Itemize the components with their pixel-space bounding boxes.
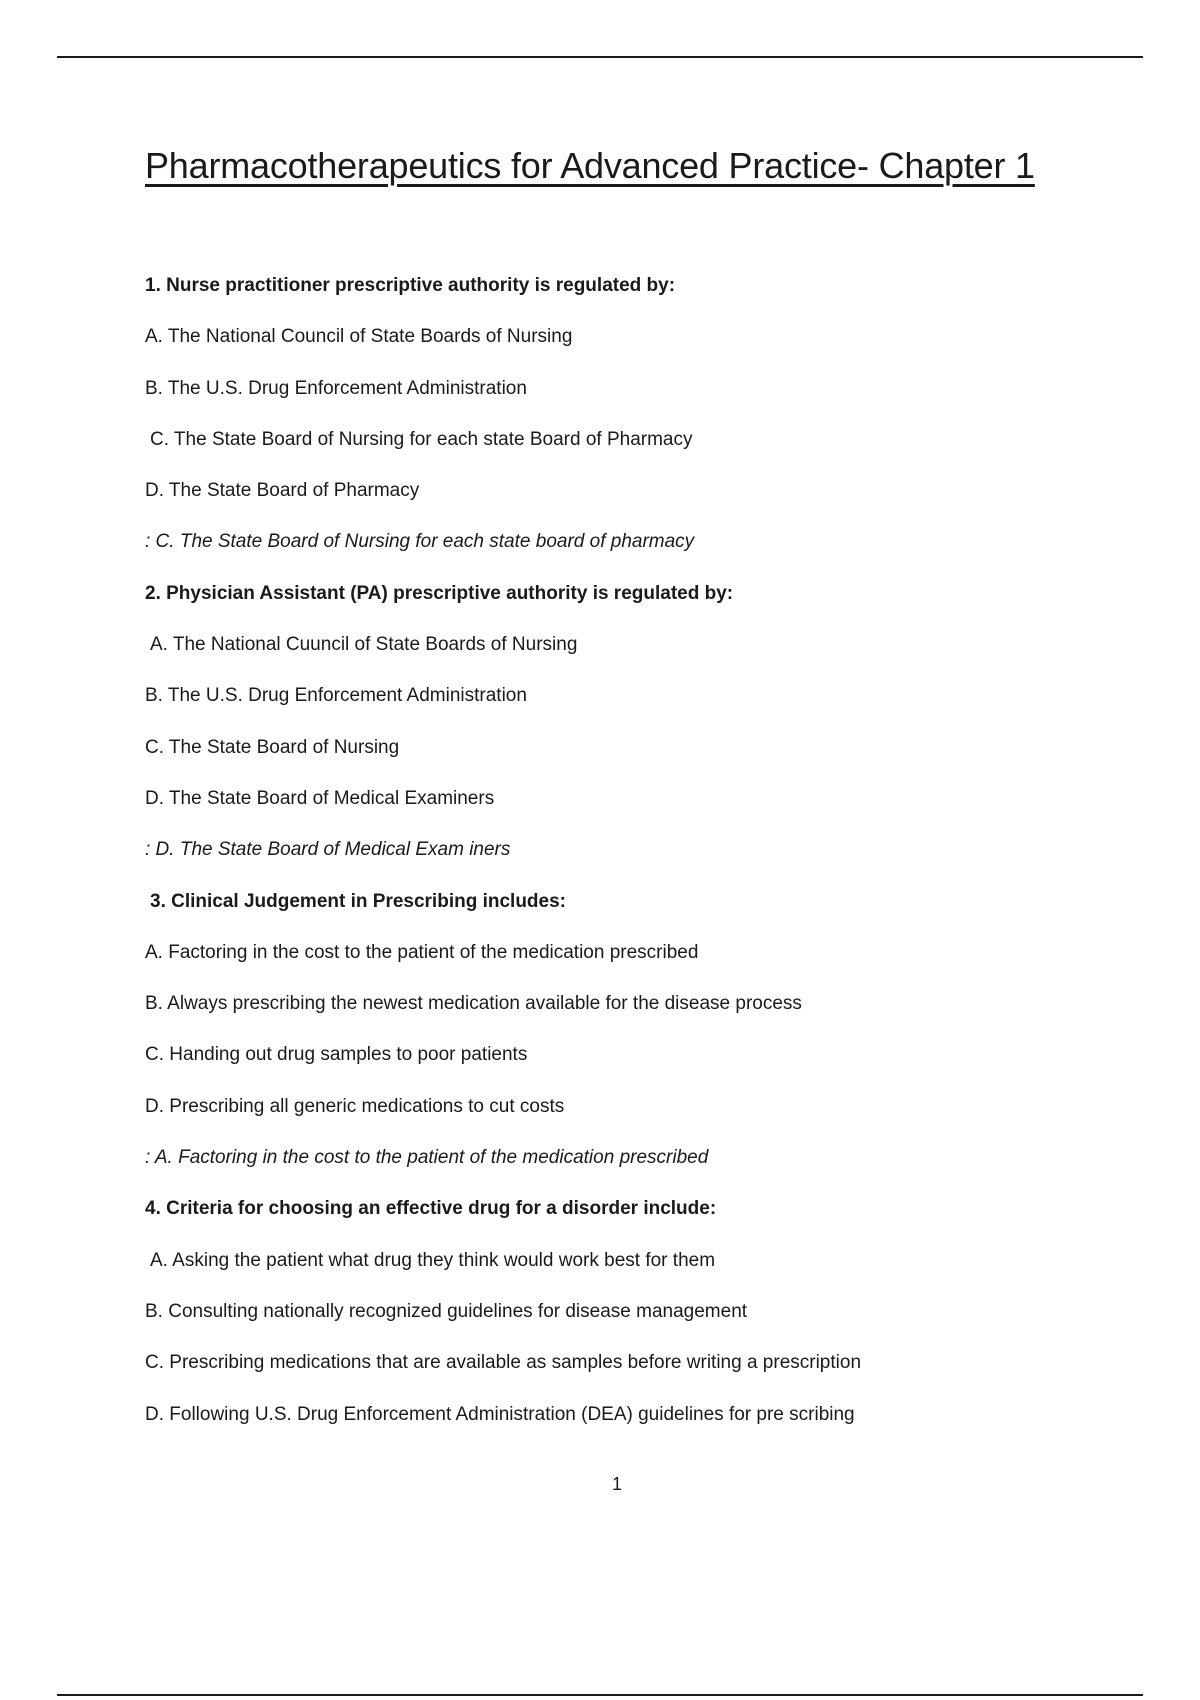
question-3-option-a: A. Factoring in the cost to the patient of the medication prescribed bbox=[145, 941, 699, 963]
question-4-option-c: C. Prescribing medications that are available as samples before writing a prescription bbox=[145, 1352, 862, 1374]
question-2-option-d: D. The State Board of Medical Examiners bbox=[145, 787, 495, 809]
question-2-prompt: 2. Physician Assistant (PA) prescriptive authority is regulated by: bbox=[145, 582, 734, 604]
question-4-prompt: 4. Criteria for choosing an effective drug for a disorder include: bbox=[145, 1198, 717, 1220]
question-2-answer: : D. The State Board of Medical Exam iners bbox=[145, 839, 511, 861]
question-3-prompt: 3. Clinical Judgement in Prescribing includes: bbox=[150, 890, 566, 912]
page-title: Pharmacotherapeutics for Advanced Practice- Chapter 1 bbox=[145, 145, 1035, 186]
question-3-option-b: B. Always prescribing the newest medication available for the disease process bbox=[145, 993, 802, 1015]
question-3-option-d: D. Prescribing all generic medications to cut costs bbox=[145, 1095, 565, 1117]
question-4-option-b: B. Consulting nationally recognized guidelines for disease management bbox=[145, 1300, 748, 1322]
question-1-option-c: C. The State Board of Nursing for each state Board of Pharmacy bbox=[150, 428, 693, 450]
page-number: 1 bbox=[611, 1474, 622, 1494]
question-3-answer: : A. Factoring in the cost to the patient of the medication prescribed bbox=[145, 1147, 709, 1169]
top-rule bbox=[57, 56, 1143, 58]
bottom-rule bbox=[57, 1694, 1143, 1696]
question-1-option-a: A. The National Council of State Boards of Nursing bbox=[145, 326, 573, 348]
question-1-answer: : C. The State Board of Nursing for each state board of pharmacy bbox=[145, 531, 695, 553]
question-2-option-b: B. The U.S. Drug Enforcement Administration bbox=[145, 685, 527, 707]
question-4-option-a: A. Asking the patient what drug they think would work best for them bbox=[150, 1249, 716, 1271]
question-4-option-d: D. Following U.S. Drug Enforcement Administration (DEA) guidelines for pre scribing bbox=[145, 1403, 855, 1425]
question-1-prompt: 1. Nurse practitioner prescriptive authority is regulated by: bbox=[145, 275, 676, 296]
question-list bbox=[145, 274, 1105, 1454]
question-3-option-c: C. Handing out drug samples to poor patients bbox=[145, 1044, 528, 1066]
question-1-option-b: B. The U.S. Drug Enforcement Administration bbox=[145, 377, 527, 399]
question-2-option-a: A. The National Cuuncil of State Boards of Nursing bbox=[150, 634, 578, 656]
question-1-option-d: D. The State Board of Pharmacy bbox=[145, 480, 420, 502]
question-2-option-c: C. The State Board of Nursing bbox=[145, 736, 400, 758]
